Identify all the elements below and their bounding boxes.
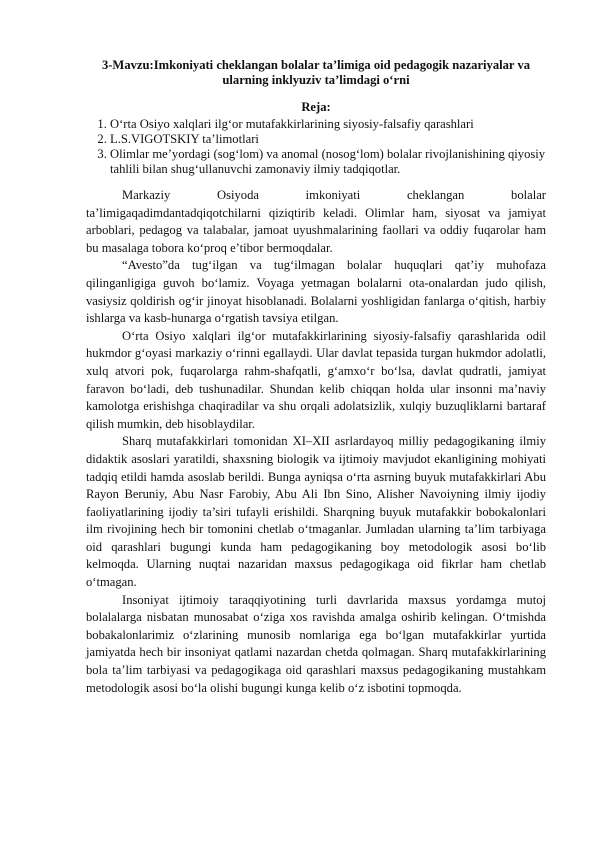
plan-item: 1. O‘rta Osiyo xalqlari ilg‘or mutafakkirlarining siyosiy-falsafiy qarashlari [110, 117, 546, 132]
paragraph: O‘rta Osiyo xalqlari ilg‘or mutafakkirlarining siyosiy-falsafiy qarashlarida odil hukmdor g‘oyasi markaziy o‘rinni egallaydi. Ular davlat tepasida turgan hukmdor adolatli, xulq atvori pok, fuqarolarga rahm-shafqatli, g‘amxo‘r bo‘lsa, davlat qudratli, jamiyat faravon bo‘ladi, deb tushunadilar. Shundan kelib chiqqan holda ular insonni ma’naviy kamolotga erishishga chaqiradilar va shu orqali adolatsizlik, xulqiy buzuqliklarni bartaraf qilish mumkin, deb hisoblaydilar. [86, 328, 546, 431]
paragraph: Markaziy Osiyoda imkoniyati cheklangan bolalar ta’limigaqadimdantadqiqotchilarni qiziqtirib keladi. Olimlar ham, siyosat va jamiyat arboblari, pedagog va talabalar, jamoat uyushmalarining faollari va oddiy fuqarolar ham bu masalaga tobora ko‘proq e’tibor bermoqdalar. [86, 188, 546, 255]
plan-heading: Reja: [301, 100, 331, 114]
plan-item: 2. L.S.VIGOTSKIY ta’limotlari [110, 132, 546, 147]
document-title: 3-Mavzu:Imkoniyati cheklangan bolalar ta’limiga oid pedagogik nazariyalar va ularning inklyuziv ta’limdagi o‘rni [101, 58, 531, 87]
paragraph: “Avesto”da tug‘ilgan va tug‘ilmagan bolalar huquqlari qat’iy muhofaza qilinganligiga guvoh bo‘lamiz. Voyaga yetmagan bolalarni ota-onalardan judo qilish, vasiysiz qoldirish og‘ir jinoyat hisoblanadi. Bolalarni yoshligidan fanlarga o‘qitish, harbiy ishlarga va kasb-hunarga o‘rgatish tavsiya etilgan. [86, 258, 546, 326]
paragraph: Sharq mutafakkirlari tomonidan XI–XII asrlardayoq milliy pedagogikaning ilmiy didaktik asoslari yaratildi, shaxsning biologik va ijtimoiy mavjudot ekanligining mohiyati tadqiq etildi hamda asoslab berildi. Bunga ayniqsa o‘rta asrning buyuk mutafakkirlari Abu Rayon Beruniy, Abu Nasr Farobiy, Abu Ali Ibn Sino, Alisher Navoiyning ilmiy ijodiy faoliyatlarining ijodiy ta’siri tufayli erishildi. Sharqning buyuk mutafakkir bobokalonlari ilm rivojining hech bir tomonini chetlab o‘tmaganlar. Jumladan ularning ta’lim tarbiyaga oid qarashlari bugungi kunda ham pedagogikaning boy metodologik asosi bo‘lib kelmoqda. Ularning nuqtai nazaridan maxsus pedagogikaga oid fikrlar ham chetlab o‘tmagan. [86, 434, 546, 590]
plan-list [86, 117, 546, 177]
paragraph: Insoniyat ijtimoiy taraqqiyotining turli davrlarida maxsus yordamga mutoj bolalalarga nisbatan munosabat o‘ziga xos ravishda amalga oshirib kelingan. O‘tmishda bobakalonlarimiz o‘zlarining munosib nomlariga ega bo‘lgan mutafakkirlar yurtida jamiyatda hech bir insoniyat qatlami nazardan chetda qolmagan. Sharq mutafakkirlarining bola ta’lim tarbiyasi va pedagogikaga oid qarashlari maxsus pedagogikaning mustahkam metodologik asosi bo‘la olishi bugungi kunga kelib o‘z isbotini topmoqda. [86, 592, 546, 695]
body-text [86, 187, 546, 697]
document-page [86, 58, 546, 697]
plan-item: 3. Olimlar me’yordagi (sog‘lom) va anomal (nosog‘lom) bolalar rivojlanishining qiyosiy tahlili bilan shug‘ullanuvchi zamonaviy ilmiy tadqiqotlar. [110, 147, 546, 177]
